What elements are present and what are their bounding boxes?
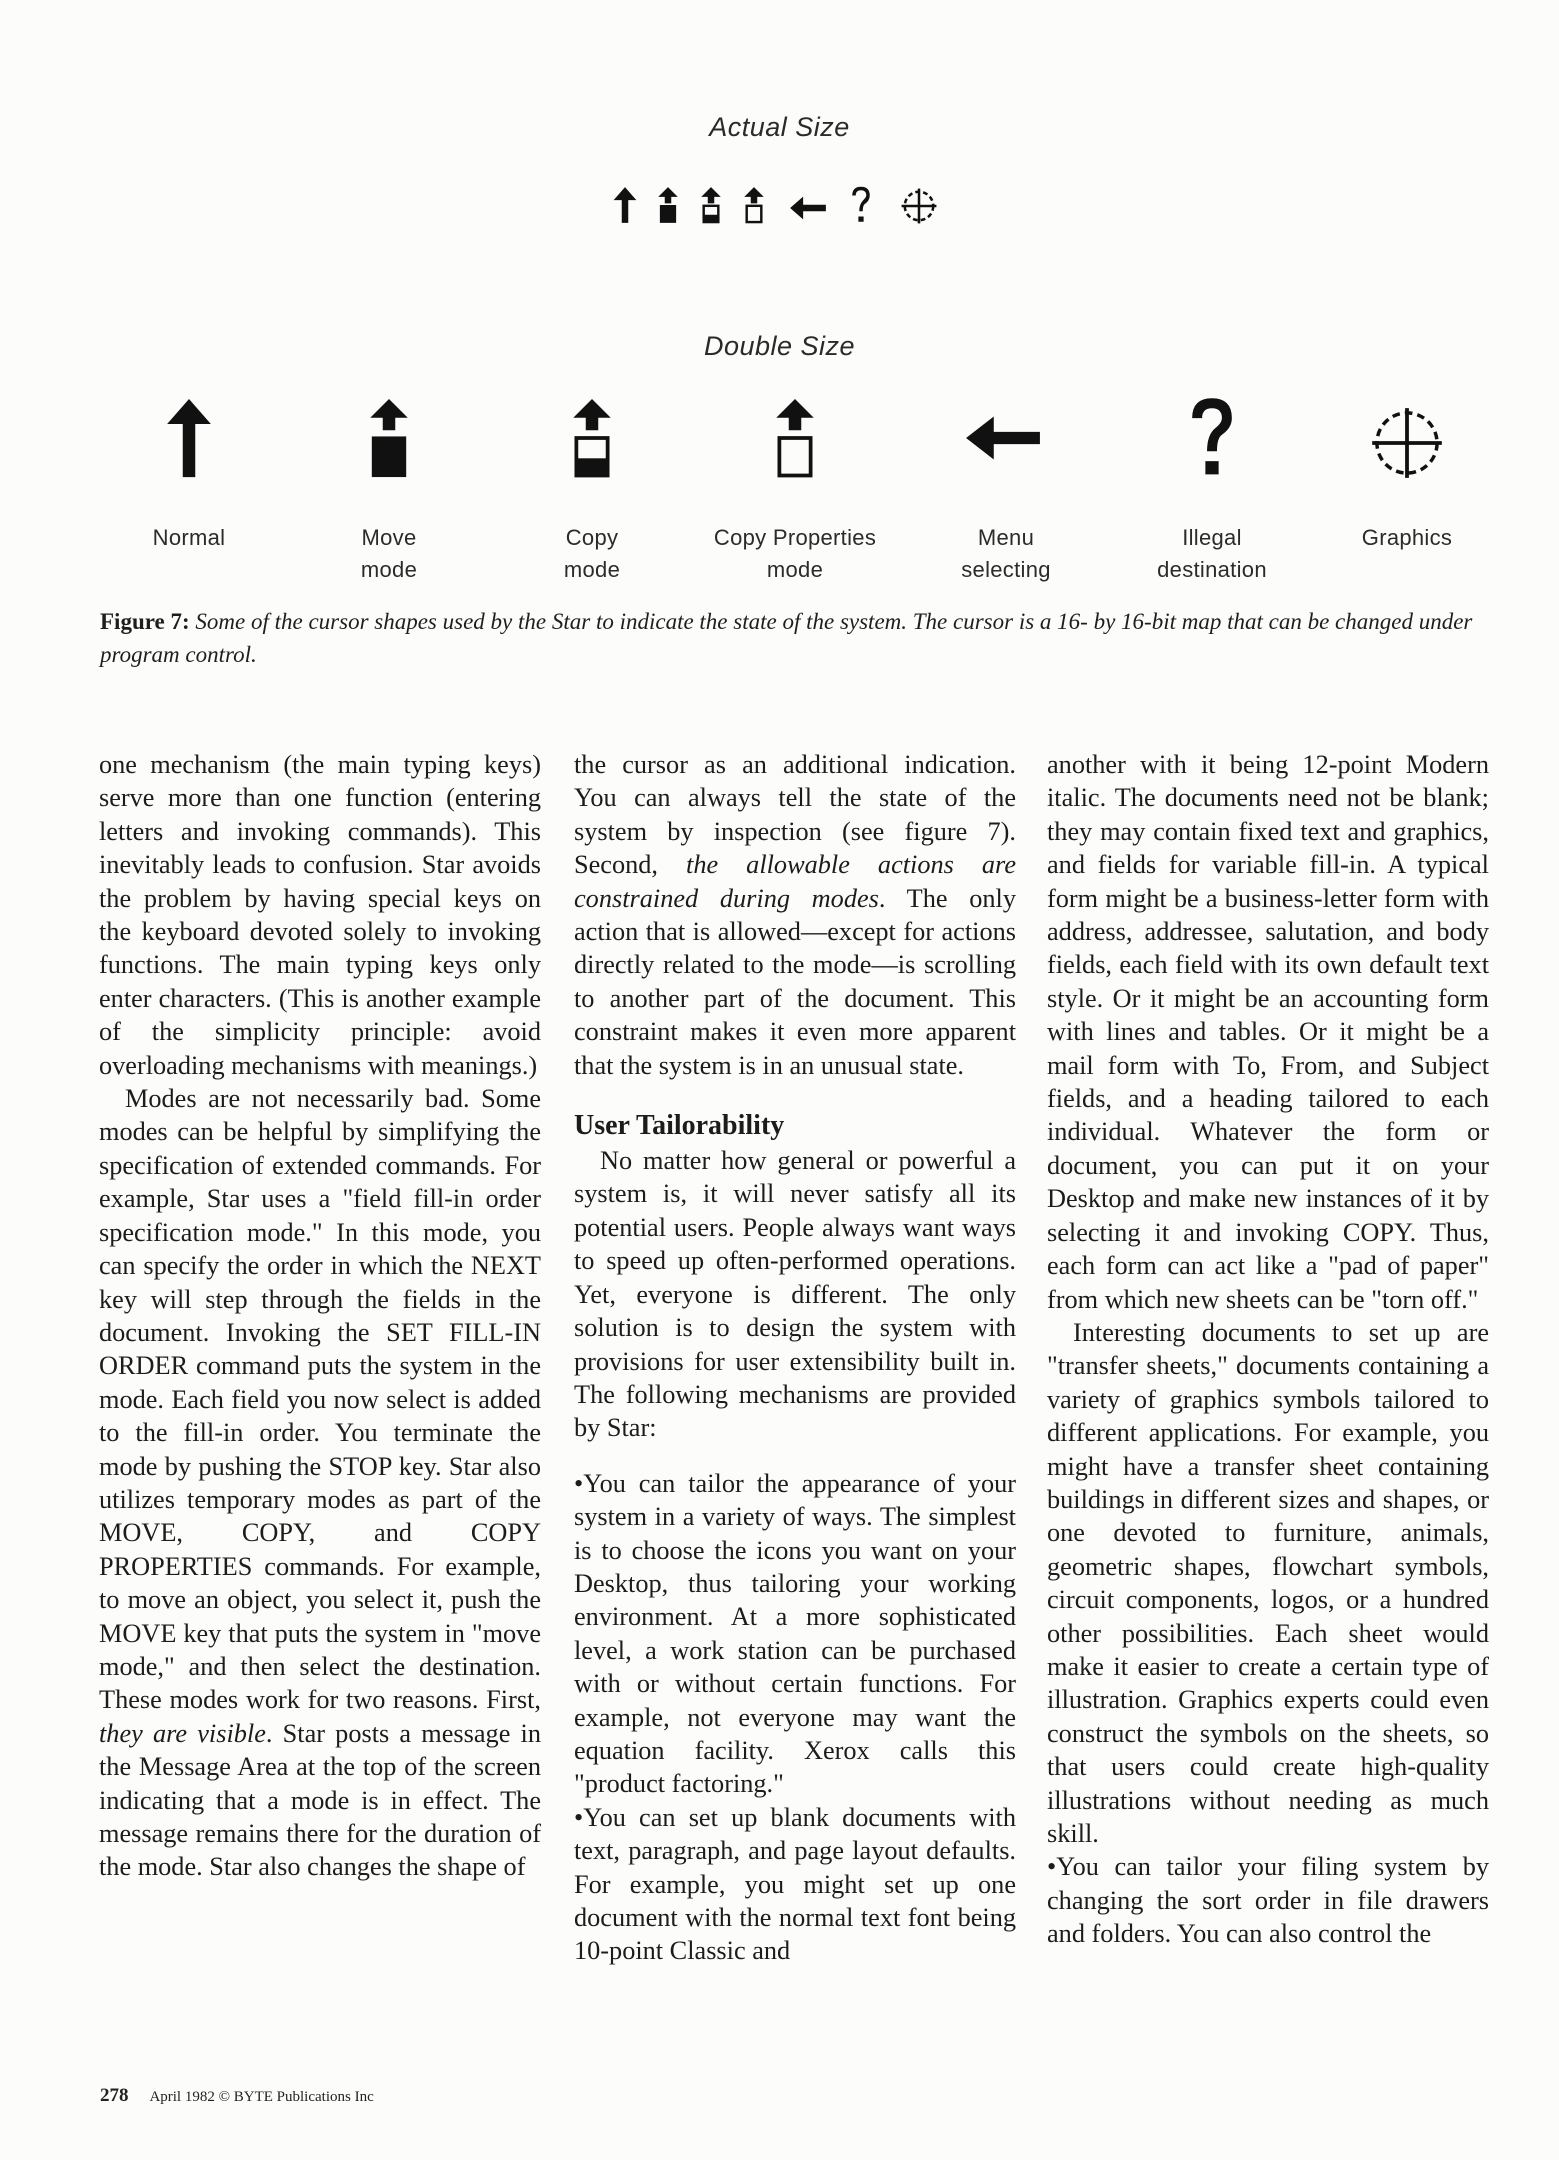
actual-size-cursor-row <box>600 185 980 235</box>
bullet-paragraph: •You can tailor the appearance of your system in a variety of ways. The simplest is to choose the icons you want on your Desktop, thus tailoring your working environment. At a more sophisticated level, a work station can be purchased with or without certain functions. For example, not everyone may want the equation facility. Xerox calls this "product factoring." <box>574 1468 1016 1799</box>
move-mode-icon <box>655 185 681 225</box>
caption-text: Some of the cursor shapes used by the Star to indicate the state of the system. The cursor is a 16- by 16-bit map that can be changed under program control. <box>100 609 1473 667</box>
cursor-label-normal: Normal <box>152 525 226 550</box>
menu-selecting-icon <box>963 413 1043 463</box>
paragraph: one mechanism (the main typing keys) serve more than one function (entering letters and invoking commands). This inevitably leads to confusion. Star avoids the problem by having special keys on the keyboard devoted solely to invoking functions. The main typing keys only enter characters. (This is another example of the simplicity principle: avoid overloading mechanisms with meanings.) <box>99 750 541 1080</box>
publication-info: April 1982 © BYTE Publications Inc <box>149 2089 374 2105</box>
paragraph: No matter how general or powerful a system is, it will never satisfy all its potential users. People always want ways to speed up often-performed operations. Yet, everyone is different. The only solution is to design the system with provisions for user extensibility built in. The following mechanisms are provided by Star: <box>574 1146 1016 1443</box>
copy-mode-icon <box>567 395 617 481</box>
cursor-label-illegal: Illegal destination <box>1157 525 1267 582</box>
cursor-label-move: Move mode <box>360 525 418 582</box>
bullet-paragraph: •You can tailor your filing system by changing the sort order in file drawers and folders. You can also control the <box>1047 1852 1489 1949</box>
text-column-2 <box>574 748 1016 1968</box>
move-mode-icon <box>364 395 414 481</box>
double-size-cursor-row <box>0 395 1559 485</box>
illegal-destination-icon <box>1184 395 1240 481</box>
normal-arrow-icon <box>612 185 638 225</box>
page-number: 278 <box>100 2085 129 2106</box>
copy-properties-icon <box>770 395 820 481</box>
figure-heading-double-size: Double Size <box>703 331 856 361</box>
bullet-paragraph: •You can set up blank documents with text, paragraph, and page layout defaults. For example, you might set up one document with the normal text font being 10-point Classic and <box>574 1802 1016 1966</box>
cursor-label-graphics: Graphics <box>1361 525 1453 550</box>
copy-mode-icon <box>698 185 724 225</box>
cursor-label-menu: Menu selecting <box>961 525 1051 582</box>
normal-arrow-icon <box>164 395 214 481</box>
paragraph: Modes are not necessarily bad. Some modes can be helpful by simplifying the specification of extended commands. For example, Star uses a "field fill-in order specification mode." In this mode, you can specify the order in which the NEXT key will step through the fields in the document. Invoking the SET FILL-IN ORDER command puts the system in the mode. Each field you now select is added to the fill-in order. You terminate the mode by pushing the STOP key. Star also utilizes temporary modes as part of the MOVE, COPY, and COPY PROPERTIES commands. For example, to move an object, you select it, push the MOVE key that puts the system in "move mode," and then select the destination. These modes work for two reasons. First, they are visible. Star posts a message in the Message Area at the top of the screen indicating that a mode is in effect. The message remains there for the duration of the mode. Star also changes the shape of <box>99 1084 542 1882</box>
graphics-crosshair-icon <box>1369 405 1445 481</box>
paragraph: the cursor as an additional indication. You can always tell the state of the system by inspection (see figure 7). Second, the allowable actions are constrained during modes. The only action that is allowed—except for actions directly related to the mode—is scrolling to another part of the document. This constraint makes it even more apparent that the system is in an unusual state. <box>574 750 1016 1080</box>
section-heading: User Tailorability <box>574 1110 785 1142</box>
paragraph: Interesting documents to set up are "transfer sheets," documents containing a variety of graphics symbols tailored to different applications. For example, you might have a transfer sheet containing buildings in different sizes and shapes, or one devoted to furniture, animals, geometric shapes, flowchart symbols, circuit components, logos, or a hundred other possibilities. Each sheet would make it easier to create a certain type of illustration. Graphics experts could even construct the symbols on the sheets, so that users could create high-quality illustrations without needing as much skill. <box>1047 1317 1489 1848</box>
cursor-label-copy: Copy mode <box>563 525 621 582</box>
graphics-crosshair-icon <box>900 187 938 225</box>
text-column-3 <box>1047 748 1489 1951</box>
text-column-1 <box>99 748 541 1884</box>
page-footer <box>100 2085 374 2107</box>
figure-heading-actual-size: Actual Size <box>709 112 850 142</box>
caption-label: Figure 7: <box>100 609 190 634</box>
illegal-destination-icon <box>846 185 876 227</box>
figure-caption <box>100 605 1492 671</box>
menu-selecting-icon <box>788 195 828 221</box>
copy-properties-icon <box>741 185 767 225</box>
cursor-label-copy-properties: Copy Properties mode <box>713 525 877 582</box>
paragraph: another with it being 12-point Modern italic. The documents need not be blank; they may contain fixed text and graphics, and fields for variable fill-in. A typical form might be a business-letter form with address, addressee, salutation, and body fields, each field with its own default text style. Or it might be an accounting form with lines and tables. Or it might be a mail form with To, From, and Subject fields, and a heading tailored to each individual. Whatever the form or document, you can put it on your Desktop and make new instances of it by selecting it and invoking COPY. Thus, each form can act like a "pad of paper" from which new sheets can be "torn off." <box>1047 750 1489 1314</box>
